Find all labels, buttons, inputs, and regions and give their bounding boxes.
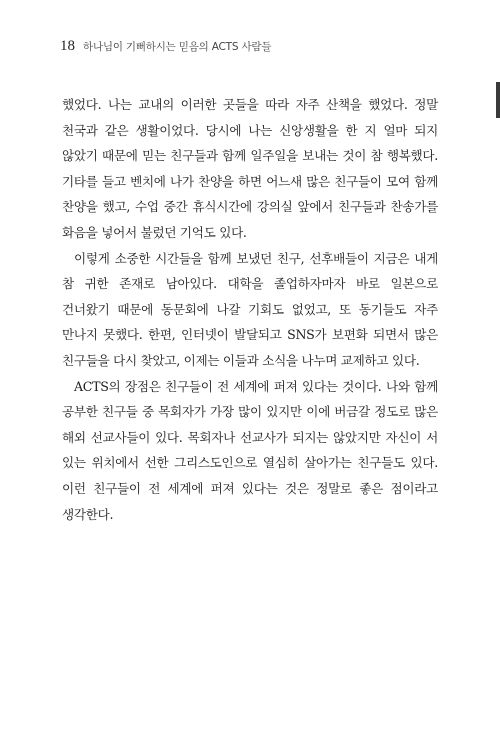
body-text	[62, 92, 438, 527]
page-number: 18	[60, 38, 75, 54]
running-header	[60, 38, 271, 55]
page-edge-marker	[496, 82, 500, 118]
paragraph-2: 이렇게 소중한 시간들을 함께 보냈던 친구, 선후배들이 지금은 내게 참 귀한 존재로 남아있다. 대학을 졸업하자마자 바로 일본으로 건너왔기 때문에 동문회에 나갈 기회도 없었고, 또 동기들도 자주 만나지 못했다. 한편, 인터넷이 발달되고 SNS가 보편화 되면서 많은 친구들을 다시 찾았고, 이제는 이들과 소식을 나누며 교제하고 있다.	[62, 250, 438, 368]
running-book-title: 하나님이 기뻐하시는 믿음의 ACTS 사람들	[83, 41, 272, 53]
paragraph-1: 했었다. 나는 교내의 이러한 곳들을 따라 자주 산책을 했었다. 정말 천국과 같은 생활이었다. 당시에 나는 신앙생활을 한 지 얼마 되지 않았기 때문에 믿는 친구들과 함께 일주일을 보내는 것이 참 행복했다. 기타를 들고 벤치에 나가 찬양을 하면 어느새 많은 친구들이 모여 함께 찬양을 했고, 수업 중간 휴식시간에 강의실 앞에서 친구들과 찬송가를 화음을 넣어서 불렀던 기억도 있다.	[62, 97, 438, 240]
paragraph-3: ACTS의 장점은 친구들이 전 세계에 퍼져 있다는 것이다. 나와 함께 공부한 친구들 중 목회자가 가장 많이 있지만 이에 버금갈 정도로 많은 해외 선교사들이 있다. 목회자나 선교사가 되지는 않았지만 자신이 서 있는 위치에서 선한 그리스도인으로 열심히 살아가는 친구들도 있다. 이런 친구들이 전 세계에 퍼져 있다는 것은 정말로 좋은 점이라고 생각한다.	[62, 378, 438, 522]
